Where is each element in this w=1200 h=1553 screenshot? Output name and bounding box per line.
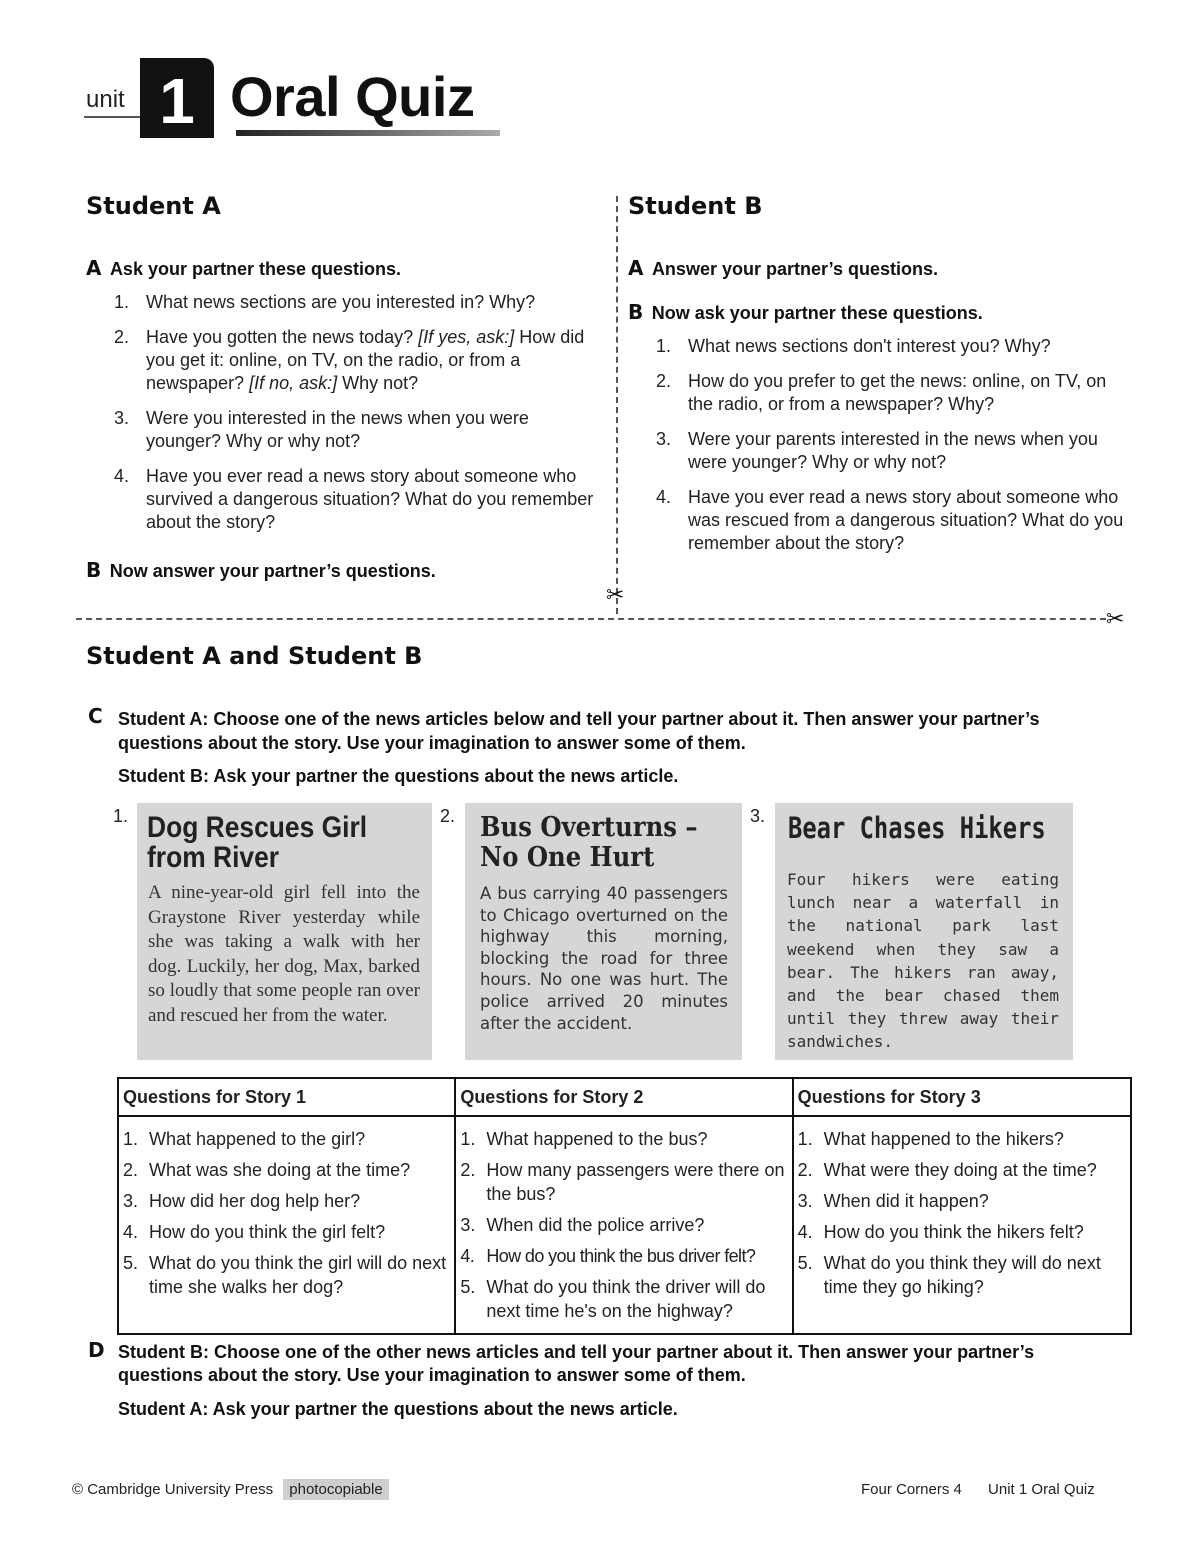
title-underline	[236, 130, 500, 136]
news-article-2	[465, 803, 742, 1060]
part-letter-b: B	[628, 300, 644, 324]
horizontal-cut-line	[76, 618, 1106, 620]
list-item: 4. How do you think the bus driver felt?	[460, 1246, 756, 1266]
both-students-heading: Student A and Student B	[86, 642, 423, 670]
unit-label: unit	[86, 86, 125, 113]
part-letter-c: C	[88, 704, 103, 728]
unit-underline	[84, 116, 144, 118]
part-letter-b: B	[86, 558, 102, 582]
list-item: 4. How do you think the girl felt?	[123, 1222, 386, 1242]
list-item: 3. How did her dog help her?	[123, 1191, 361, 1211]
book-title: Four Corners 4	[861, 1481, 962, 1498]
list-item: 3. Were you interested in the news when you were younger? Why or why not?	[114, 408, 529, 451]
part-letter-d: D	[88, 1338, 105, 1362]
news-article-1	[137, 803, 432, 1060]
part-letter-a: A	[86, 256, 102, 280]
list-item: 5. What do you think the girl will do next time she walks her dog?	[123, 1253, 447, 1297]
article-body: A bus carrying 40 passengers to Chicago overturned on the highway this morning, blocking the road for three hours. No one was hurt. The police arrived 20 minutes after the accident.	[480, 884, 728, 1033]
footer-unit-label: Unit 1 Oral Quiz	[988, 1481, 1095, 1498]
list-item: 3. When did it happen?	[797, 1191, 989, 1211]
list-item: 5. What do you think the driver will do next time he's on the highway?	[460, 1277, 766, 1321]
article-headline: Bear Chases Hikers	[788, 811, 1046, 845]
student-b-part-b	[628, 300, 1128, 324]
list-item: 1. What news sections don't interest you? Why?	[656, 336, 1051, 356]
list-item: 1. What happened to the bus?	[460, 1129, 708, 1149]
list-item: 3. When did the police arrive?	[460, 1215, 705, 1235]
list-item: 3. Were your parents interested in the news when you were younger? Why or why not?	[656, 429, 1098, 472]
table-row	[118, 1116, 1131, 1334]
scissors-icon: ✂	[606, 582, 625, 607]
part-b-instruction: Now ask your partner these questions.	[651, 303, 983, 323]
copyright-text: © Cambridge University Press	[72, 1481, 274, 1498]
article-body: Four hikers were eating lunch near a waterfall in the national park last weekend when they saw a bear. The hikers ran away, and the bear chased them until they threw away their sandwiches.	[787, 870, 1059, 1052]
story-questions-table	[117, 1077, 1132, 1335]
list-item: 2. Have you gotten the news today? [If yes, ask:] How did you get it: online, on TV, on the radio, or from a newspaper? [If no, ask:] Why not?	[114, 327, 585, 393]
article-number: 3.	[750, 806, 766, 826]
page-title: Oral Quiz	[230, 65, 475, 128]
article-number: 1.	[113, 806, 129, 826]
student-a-heading: Student A	[86, 192, 221, 220]
student-b-part-a	[628, 256, 1128, 280]
part-b-instruction: Now answer your partner’s questions.	[109, 561, 436, 581]
part-a-instruction: Ask your partner these questions.	[109, 259, 402, 279]
list-item: 2. What were they doing at the time?	[797, 1160, 1097, 1180]
part-d-instruction: Student B: Choose one of the other news articles and tell your partner about it. Then answer your partner’s questions about the story. Use your imagination to answer some of them.	[118, 1342, 1035, 1385]
footer-left	[72, 1481, 389, 1498]
article-body: A nine-year-old girl fell into the Graystone River yesterday while she was taking a walk with her dog. Luckily, her dog, Max, barked so loudly that some people ran over and rescued her from the water.	[148, 882, 420, 1026]
list-item: 4. How do you think the hikers felt?	[797, 1222, 1084, 1242]
list-item: 1. What happened to the girl?	[123, 1129, 366, 1149]
part-c-instruction-b: Student B: Ask your partner the questions about the news article.	[118, 766, 679, 786]
list-item: 4. Have you ever read a news story about someone who was rescued from a dangerous situation? What do you remember about the story?	[656, 487, 1124, 553]
student-b-questions	[656, 335, 1126, 567]
article-number: 2.	[440, 806, 456, 826]
article-headline: Dog Rescues Girl from River	[147, 811, 368, 874]
list-item: 2. What was she doing at the time?	[123, 1160, 411, 1180]
column-header: Questions for Story 3	[793, 1078, 1131, 1116]
part-c-instruction: Student A: Choose one of the news articles below and tell your partner about it. Then answer your partner’s questions about the story. Use your imagination to answer some of them.	[118, 709, 1040, 753]
unit-number-badge: 1	[140, 58, 214, 138]
list-item: 1. What happened to the hikers?	[797, 1129, 1064, 1149]
list-item: 4. Have you ever read a news story about someone who survived a dangerous situation? What do you remember about the story?	[114, 466, 594, 532]
part-letter-a: A	[628, 256, 644, 280]
scissors-icon: ✂	[1106, 606, 1125, 631]
column-header: Questions for Story 2	[455, 1078, 792, 1116]
column-header: Questions for Story 1	[118, 1078, 455, 1116]
list-item: 1. What news sections are you interested in? Why?	[114, 292, 536, 312]
student-b-heading: Student B	[628, 192, 763, 220]
part-a-instruction: Answer your partner’s questions.	[651, 259, 939, 279]
student-a-part-b	[86, 558, 606, 582]
list-item: 2. How do you prefer to get the news: online, on TV, on the radio, or from a newspaper? Why?	[656, 371, 1107, 414]
vertical-cut-line	[616, 196, 618, 614]
news-article-3	[775, 803, 1073, 1060]
table-cell	[793, 1116, 1131, 1334]
list-item: 2. How many passengers were there on the bus?	[460, 1160, 785, 1204]
article-headline: Bus Overturns – No One Hurt	[480, 812, 698, 873]
student-a-questions	[114, 291, 606, 546]
student-a-part-a	[86, 256, 606, 280]
table-cell	[118, 1116, 455, 1334]
table-cell	[455, 1116, 792, 1334]
photocopiable-badge: photocopiable	[283, 1479, 388, 1500]
list-item: 5. What do you think they will do next time they go hiking?	[797, 1253, 1101, 1297]
part-d-instruction-b: Student A: Ask your partner the questions about the news article.	[118, 1399, 678, 1419]
footer-right	[861, 1481, 1095, 1498]
table-header-row	[118, 1078, 1131, 1116]
